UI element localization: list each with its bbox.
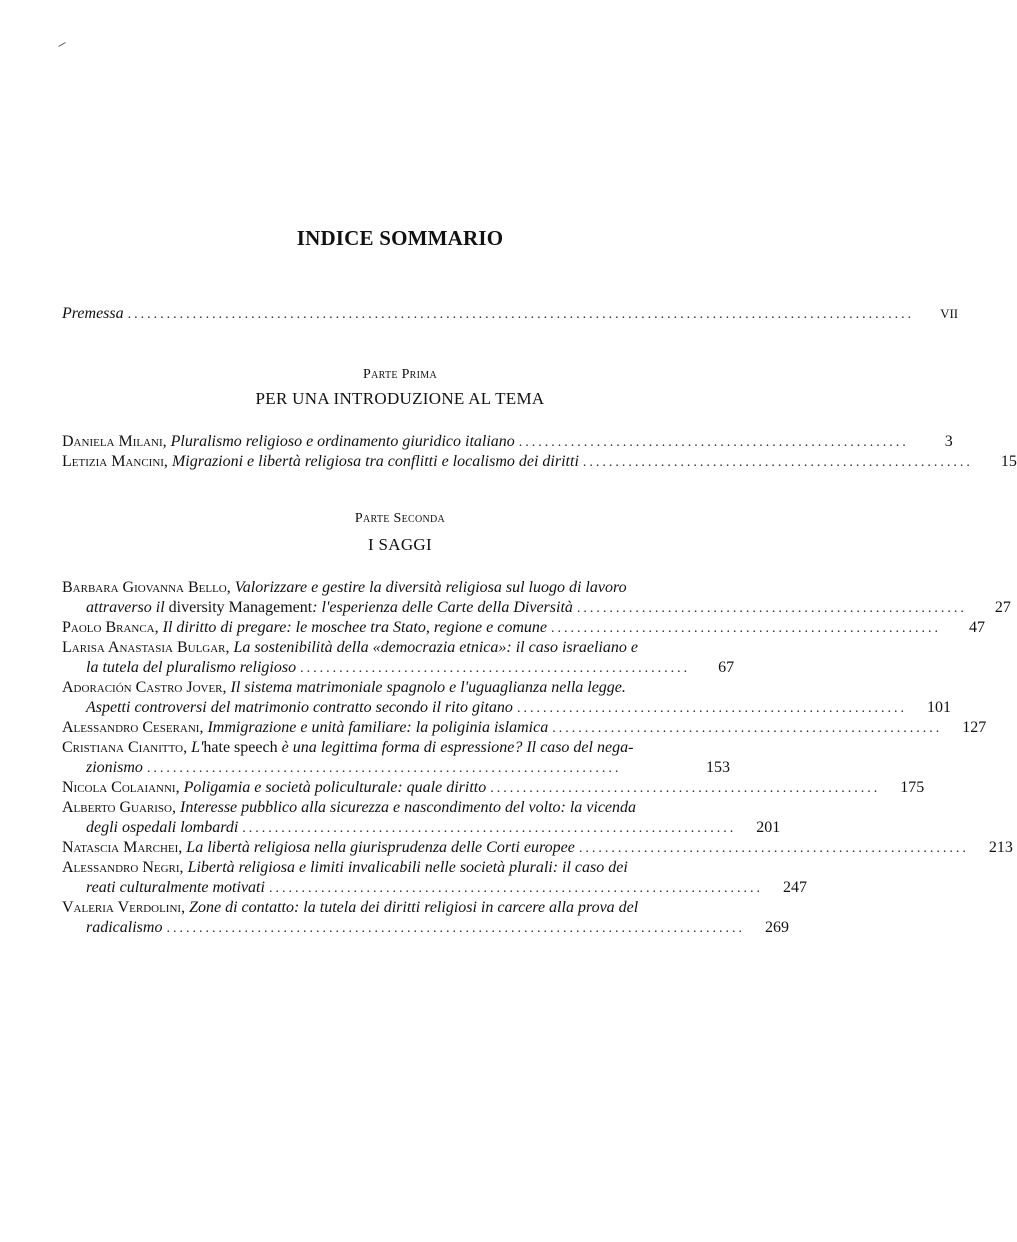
leader-dots: ............................................................: [516, 701, 907, 716]
toc-entry: [62, 618, 985, 639]
leader-dots: ............................................................: [578, 841, 969, 856]
entry-author: Larisa Anastasia Bulgar,: [62, 639, 230, 656]
page-number: 213: [988, 839, 1013, 856]
page-number: 153: [706, 759, 730, 776]
entry-title: Migrazioni e libertà religiosa tra conflitti e localismo dei diritti: [171, 453, 579, 470]
part-title: PER UNA INTRODUZIONE AL TEMA: [255, 389, 545, 408]
entry-author: Letizia Mancini,: [62, 453, 168, 470]
leader-dots: ............................................................: [552, 721, 943, 736]
entry-title: Il sistema matrimoniale spagnolo e l'uguaglianza nella legge.: [230, 679, 626, 696]
page-title: INDICE SOMMARIO: [296, 226, 504, 250]
toc-entry: [62, 898, 789, 939]
entry-author: Alberto Guariso,: [62, 799, 176, 816]
entry-title: Immigrazione e unità familiare: la poliginia islamica: [207, 719, 549, 736]
toc-entry: [62, 578, 1011, 619]
toc-entry: [62, 778, 925, 799]
toc-entry: [62, 678, 951, 719]
toc-entry: [62, 718, 987, 739]
entry-title-cont: la tutela del pluralismo religioso: [86, 659, 297, 676]
page-number: 201: [756, 819, 781, 836]
entry-title: L': [191, 739, 204, 756]
toc-entry: [62, 638, 735, 679]
entry-author: Nicola Colaianni,: [62, 779, 180, 796]
part-label: Parte Prima: [363, 367, 437, 382]
toc-entry: [62, 452, 1017, 473]
entry-author: Alessandro Ceserani,: [62, 719, 204, 736]
page-number: 247: [782, 879, 807, 896]
leader-dots: .........................................................................: [146, 761, 622, 776]
toc-entry-premessa: [62, 304, 959, 325]
entry-title-roman: hate speech: [203, 739, 278, 756]
leader-dots: ............................................................: [490, 781, 881, 796]
page-number: 47: [969, 619, 985, 636]
toc-entry: [62, 432, 953, 453]
leader-dots: .........................................................................................................................: [127, 307, 915, 322]
toc-entry: [62, 838, 1013, 859]
scan-speck: [58, 42, 65, 47]
part-label: Parte Seconda: [354, 511, 446, 526]
entry-author: Adoración Castro Jover,: [62, 679, 227, 696]
page-number: 101: [926, 699, 951, 716]
entry-author: Valeria Verdolini,: [62, 899, 186, 916]
page-number: 67: [718, 659, 735, 676]
entry-title: La sostenibilità della «democrazia etnica»: il caso israeliano e: [233, 639, 638, 656]
page-number: 15: [1000, 453, 1017, 470]
entry-title: Interesse pubblico alla sicurezza e nascondimento del volto: la vicenda: [179, 799, 637, 816]
page-number: 27: [994, 599, 1011, 616]
entry-author: Barbara Giovanna Bello,: [62, 579, 231, 596]
entry-title-cont: Aspetti controversi del matrimonio contratto secondo il rito gitano: [86, 699, 513, 716]
page-number: 269: [764, 919, 789, 936]
entry-title: Premessa: [62, 305, 124, 322]
leader-dots: ............................................................: [551, 621, 941, 636]
page-number: 175: [900, 779, 925, 796]
leader-dots: ............................................................................: [242, 821, 737, 836]
entry-title-roman: diversity Management: [168, 599, 313, 616]
entry-title: Il diritto di pregare: le moschee tra Stato, regione e comune: [162, 619, 547, 636]
entry-title-cont: : l'esperienza delle Carte della Diversità: [312, 599, 573, 616]
leader-dots: ............................................................: [582, 455, 973, 470]
page-number: 127: [962, 719, 987, 736]
entry-author: Alessandro Negri,: [62, 859, 184, 876]
entry-title-cont: radicalismo: [86, 919, 163, 936]
toc-entry: [62, 798, 781, 839]
page-number: 3: [944, 433, 953, 450]
entry-title-cont: degli ospedali lombardi: [86, 819, 239, 836]
entry-title: Valorizzare e gestire la diversità religiosa sul luogo di lavoro: [234, 579, 627, 596]
leader-dots: ............................................................................: [268, 881, 763, 896]
entry-title-cont: zionismo: [86, 759, 143, 776]
entry-author: Paolo Branca,: [62, 619, 159, 636]
toc-entry: [62, 858, 807, 899]
entry-title-cont: reati culturalmente motivati: [86, 879, 265, 896]
entry-author: Natascia Marchei,: [62, 839, 183, 856]
entry-title: è una legittima forma di espressione? Il caso del nega-: [277, 739, 634, 756]
page-number: VII: [940, 306, 959, 321]
leader-dots: .........................................................................................: [166, 921, 745, 936]
leader-dots: ............................................................: [300, 661, 691, 676]
entry-title: Pluralismo religioso e ordinamento giuridico italiano: [170, 433, 515, 450]
toc-entry: [62, 738, 730, 779]
leader-dots: ............................................................: [576, 601, 967, 616]
entry-title: Libertà religiosa e limiti invalicabili nelle società plurali: il caso dei: [187, 859, 628, 876]
entry-title: Zone di contatto: la tutela dei diritti religiosi in carcere alla prova del: [189, 899, 639, 916]
entry-title: La libertà religiosa nella giurisprudenza delle Corti europee: [186, 839, 575, 856]
part-title: I SAGGI: [368, 535, 432, 554]
entry-title: Poligamia e società policulturale: quale diritto: [183, 779, 487, 796]
entry-title-cont: attraverso il: [86, 599, 165, 616]
leader-dots: ............................................................: [518, 435, 909, 450]
entry-author: Daniela Milani,: [62, 433, 167, 450]
entry-author: Cristiana Cianitto,: [62, 739, 188, 756]
